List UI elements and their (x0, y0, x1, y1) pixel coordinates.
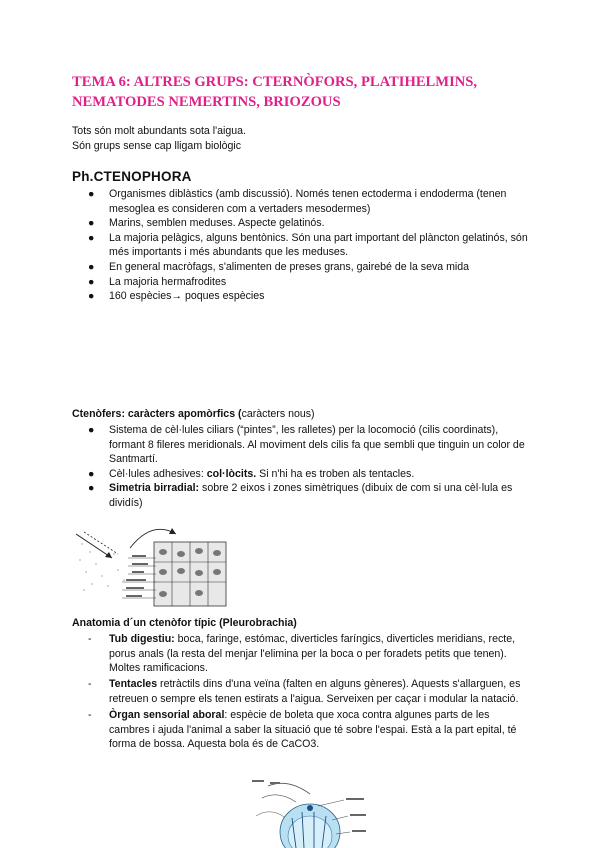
list-item: - Tub digestiu: boca, faringe, estómac, diverticles faríngics, diverticles meridians, recte, porus anals (la resta del menjar l'elimina per la boca o per foradets petits que tenen). Moltes ramificacions. (88, 633, 516, 675)
bullet-marker: ● (88, 290, 95, 303)
bullet-marker: ● (88, 231, 95, 244)
bullet-marker: ● (88, 275, 95, 288)
list-item: ● Simetria birradial: sobre 2 eixos i zones simètriques (dibuix de com si una cèl·lula es dividís) (88, 482, 513, 509)
bullet-marker: ● (88, 424, 95, 436)
bullet-marker: ● (88, 260, 95, 273)
dash-marker: - (88, 708, 92, 721)
dash-marker: - (88, 678, 92, 691)
bullet-marker: ● (88, 482, 95, 495)
anatomy-heading: Anatomia d´un ctenòfor típic (Pleurobrachia) (72, 617, 297, 629)
intro-line-1: Tots són molt abundants sota l'aigua. (72, 125, 246, 137)
list-item: - Tentacles retràctils dins d'una veïna (falten en alguns gèneres). Aquests s'allarguen, es retreuen o sempre els tenen estirats a l'aigua. Serveixen per caçar i modular la natació. (88, 678, 521, 705)
intro-text (72, 124, 246, 153)
list-item: ● La majoria hermafrodites (88, 275, 227, 288)
list-item: ● En general macròfags, s'alimenten de preses grans, gairebé de la seva mida (88, 260, 470, 273)
list-item: ● 160 espècies→ poques espècies (88, 290, 265, 303)
dash-marker: - (88, 633, 92, 645)
ctenophora-bullet-list (72, 187, 532, 304)
document-title: TEMA 6: ALTRES GRUPS: CTERNÒFORS, PLATIHELMINS, NEMATODES NEMERTINS, BRIOZOUS (72, 74, 478, 110)
list-item: - Òrgan sensorial aboral: espècie de boleta que xoca contra algunes parts de les cambres i ajuda l'animal a saber la situació que té sobre l'espai. Està a la part epital, té forma de bossa. Aquesta bola és de CaCO3. (88, 708, 517, 751)
apomorphic-heading: Ctenòfers: caràcters apomòrfics (caràcters nous) (72, 408, 315, 420)
list-item: ● Sistema de cèl·lules ciliars (“pintes”, les ralletes) per la locomoció (cilis coordinats), formant 8 fileres meridionals. Al moviment dels cilis fa que sembli que tinguin un color de Santmartí. (88, 424, 525, 466)
section-heading-ctenophora: Ph.CTENOPHORA (72, 169, 192, 184)
list-item: ● Marins, semblen meduses. Aspecte gelatinós. (88, 217, 325, 230)
list-item: ● La majoria pelàgics, alguns bentònics. Són una part important del plàncton gelatinós, són més importants i més abundants que les meduses. (88, 231, 528, 259)
anatomy-dash-list (72, 632, 532, 753)
apomorphic-bullet-list (72, 423, 532, 511)
bullet-marker: ● (88, 217, 95, 230)
list-item: ● Cèl·lules adhesives: col·lòcits. Si n'hi ha es troben als tentacles. (88, 467, 415, 480)
pleurobrachia-figure (248, 776, 374, 848)
bullet-marker: ● (88, 188, 95, 200)
bullet-marker: ● (88, 467, 95, 480)
intro-line-2: Són grups sense cap lligam biològic (72, 139, 242, 152)
ciliary-cells-figure (72, 514, 230, 608)
list-item: ● Organismes diblàstics (amb discussió). Només tenen ectoderma i endoderma (tenen mesoglea es consideren com a vertaders mesodermes) (88, 188, 507, 215)
